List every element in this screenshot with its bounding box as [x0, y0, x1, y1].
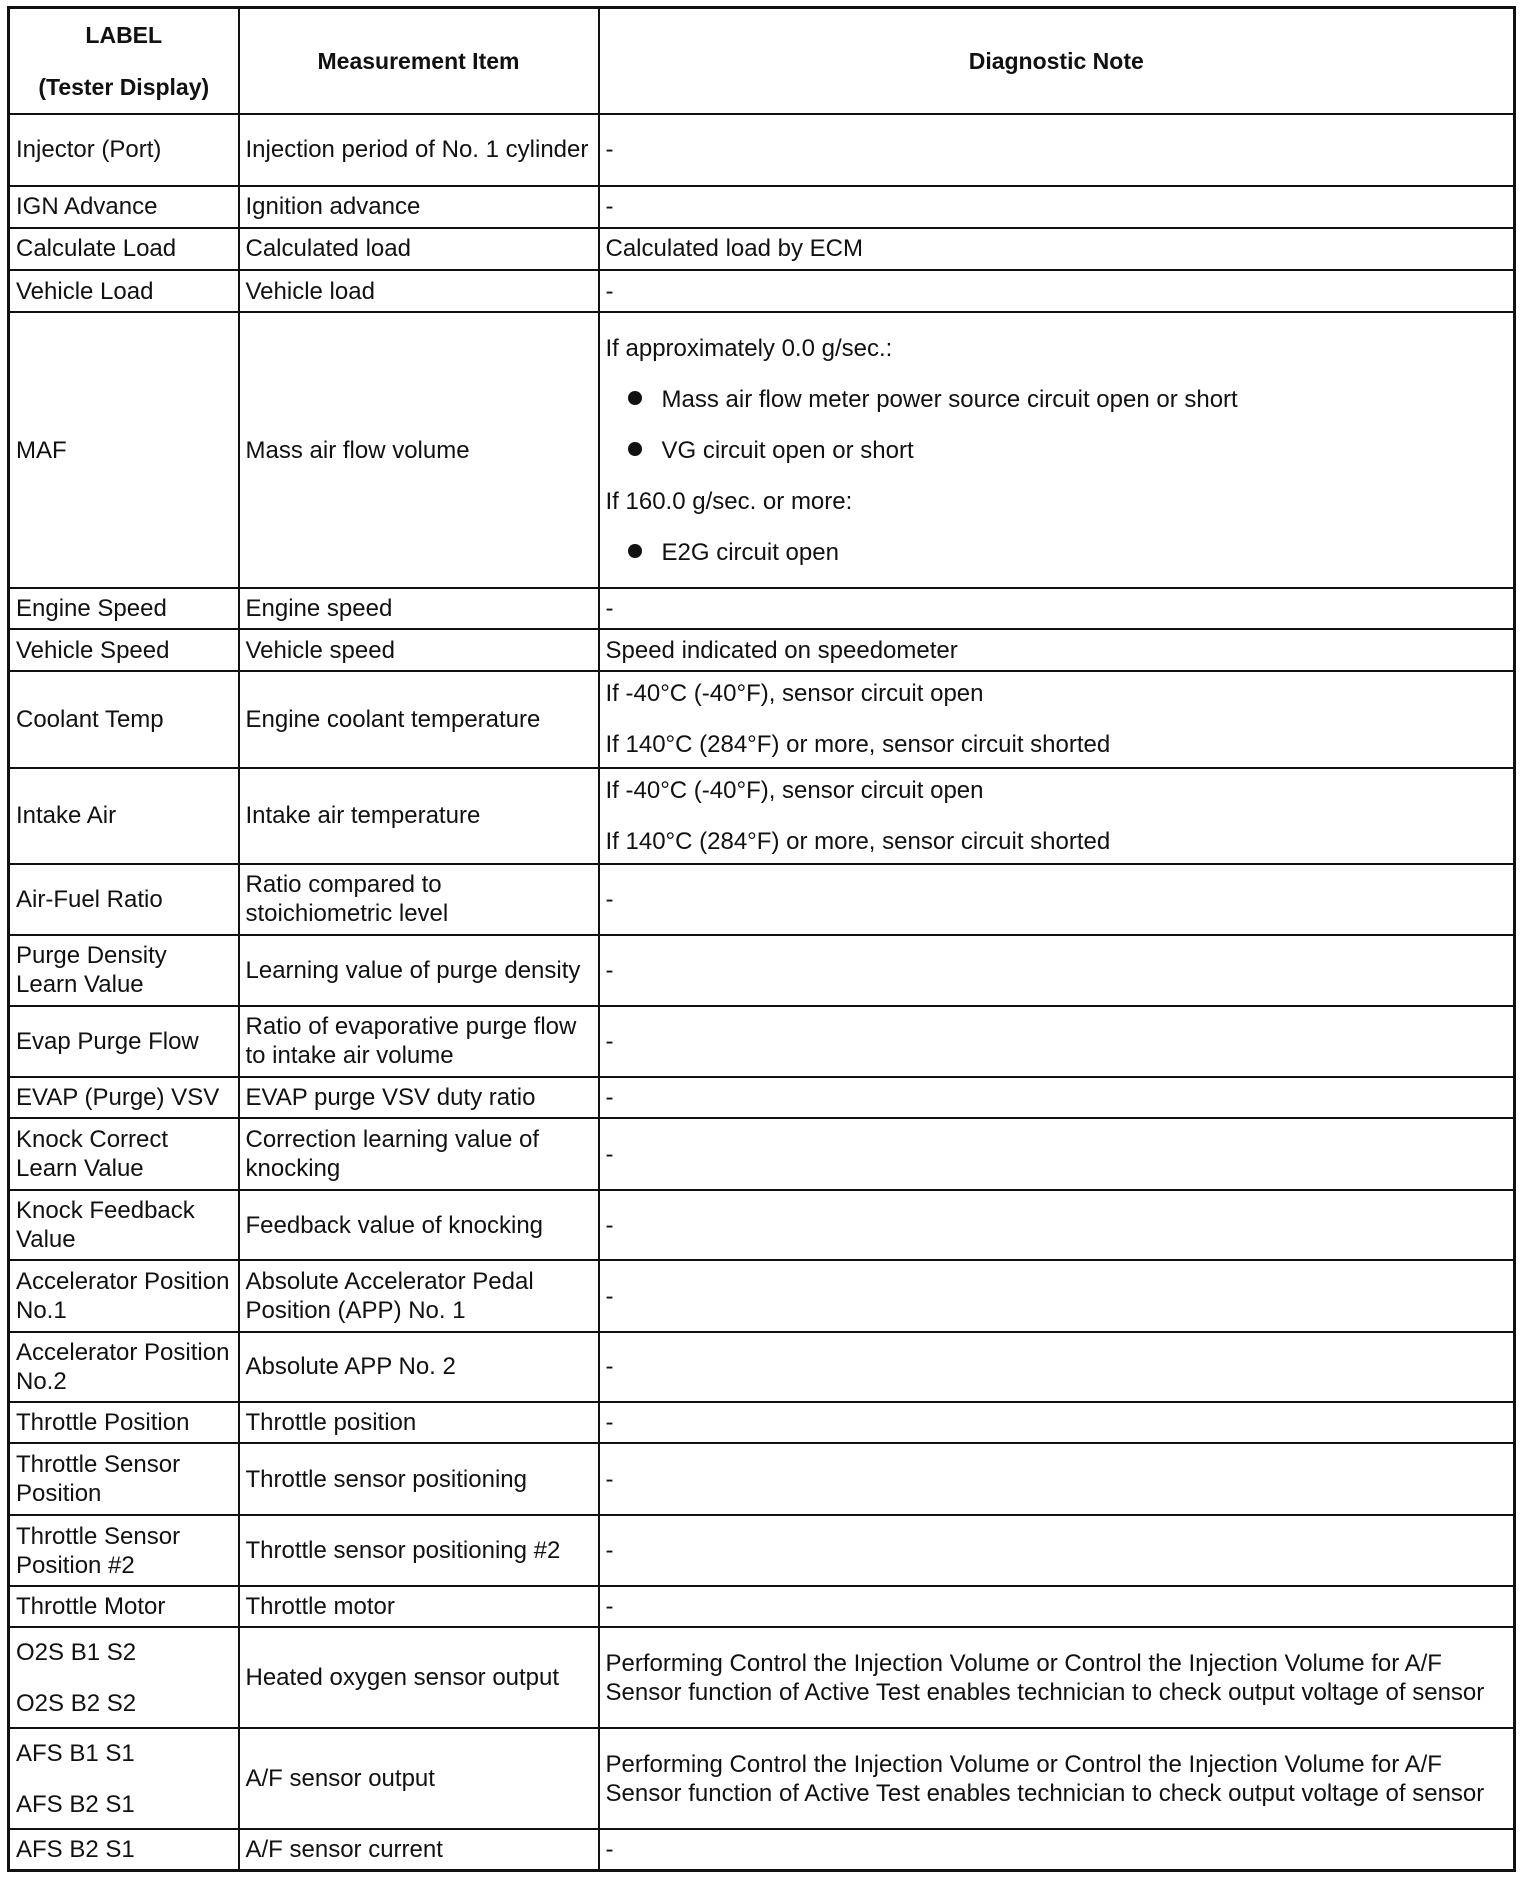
- table-row: [9, 864, 1515, 936]
- table-row: [9, 114, 1515, 186]
- header-row: [9, 8, 1515, 115]
- measurement-cell: Calculated load: [239, 228, 599, 270]
- diagnostic-note-cell: -: [599, 1443, 1515, 1515]
- label-line: AFS B1 S1: [16, 1739, 135, 1767]
- measurement-cell: Throttle motor: [239, 1586, 599, 1627]
- label-cell: Vehicle Speed: [9, 629, 239, 671]
- measurement-cell: Vehicle speed: [239, 629, 599, 671]
- note-line: [606, 827, 1508, 856]
- diagnostic-note-cell: -: [599, 1118, 1515, 1190]
- measurement-cell: Heated oxygen sensor output: [239, 1627, 599, 1728]
- label-cell: Intake Air: [9, 768, 239, 864]
- note-line: [606, 679, 1508, 708]
- measurement-cell: Throttle sensor positioning #2: [239, 1515, 599, 1587]
- label-cell: Evap Purge Flow: [9, 1006, 239, 1078]
- diagnostic-note-cell: -: [599, 1006, 1515, 1078]
- diagnostic-note-cell: Speed indicated on speedometer: [599, 629, 1515, 671]
- note-text: If -40°C (-40°F), sensor circuit open: [605, 776, 984, 804]
- measurement-cell: Injection period of No. 1 cylinder: [239, 114, 599, 186]
- diagnostic-note-cell: -: [599, 864, 1515, 936]
- table-row: [9, 1515, 1515, 1587]
- label-line: O2S B2 S2: [16, 1689, 137, 1717]
- note-line: [606, 776, 1508, 805]
- label-cell: Engine Speed: [9, 588, 239, 629]
- table-row: [9, 588, 1515, 629]
- note-text: If 140°C (284°F) or more, sensor circuit shorted: [605, 827, 1111, 855]
- table-row: [9, 1077, 1515, 1118]
- measurement-cell: Correction learning value of knocking: [239, 1118, 599, 1190]
- diagnostic-note-cell: -: [599, 1260, 1515, 1332]
- label-cell: Accelerator Position No.1: [9, 1260, 239, 1332]
- diagnostic-note-cell: -: [599, 1515, 1515, 1587]
- bullet-item: [606, 538, 1508, 567]
- measurement-cell: Engine speed: [239, 588, 599, 629]
- measurement-cell: Vehicle load: [239, 270, 599, 312]
- label-cell: Throttle Motor: [9, 1586, 239, 1627]
- label-cell: IGN Advance: [9, 186, 239, 228]
- bullet-dot-icon: [628, 544, 642, 558]
- diagnostic-note-cell: -: [599, 114, 1515, 186]
- diagnostic-note-cell: -: [599, 186, 1515, 228]
- header-label: [9, 8, 239, 115]
- table-row: [9, 1829, 1515, 1870]
- label-cell: MAF: [9, 312, 239, 588]
- note-line: [606, 730, 1508, 759]
- measurement-cell: A/F sensor output: [239, 1728, 599, 1829]
- label-cell: Throttle Sensor Position #2: [9, 1515, 239, 1587]
- bullet-item: [606, 385, 1508, 414]
- measurement-cell: Intake air temperature: [239, 768, 599, 864]
- bullet-dot-icon: [628, 442, 642, 456]
- note-line: [606, 487, 1508, 516]
- header-label-line2: (Tester Display): [38, 74, 210, 100]
- note-text: If -40°C (-40°F), sensor circuit open: [605, 680, 984, 708]
- table-row: [9, 1006, 1515, 1078]
- measurement-cell: Mass air flow volume: [239, 312, 599, 588]
- diagnostic-note-cell: -: [599, 1586, 1515, 1627]
- note-text: VG circuit open or short: [661, 436, 914, 464]
- bullet-item: [606, 436, 1508, 465]
- table-row: [9, 312, 1515, 588]
- diagnostic-note-cell: -: [599, 270, 1515, 312]
- label-cell: Throttle Sensor Position: [9, 1443, 239, 1515]
- diagnostic-note-cell: -: [599, 935, 1515, 1005]
- table-row: [9, 935, 1515, 1005]
- label-cell: Knock Feedback Value: [9, 1190, 239, 1260]
- label-line: AFS B2 S1: [16, 1790, 135, 1818]
- diagnostic-note-cell: Performing Control the Injection Volume or Control the Injection Volume for A/F Sensor function of Active Test enables technician to check output voltage of sensor: [599, 1728, 1515, 1829]
- measurement-cell: Engine coolant temperature: [239, 671, 599, 767]
- label-cell: Accelerator Position No.2: [9, 1332, 239, 1402]
- label-cell: Calculate Load: [9, 228, 239, 270]
- diagnostic-note-cell: Performing Control the Injection Volume or Control the Injection Volume for A/F Sensor function of Active Test enables technician to check output voltage of sensor: [599, 1627, 1515, 1728]
- label-cell: Vehicle Load: [9, 270, 239, 312]
- table-row: [9, 1443, 1515, 1515]
- label-cell: EVAP (Purge) VSV: [9, 1077, 239, 1118]
- note-line: [606, 334, 1508, 363]
- measurement-cell: A/F sensor current: [239, 1829, 599, 1870]
- table-row: [9, 1190, 1515, 1260]
- table-row: [9, 186, 1515, 228]
- table-row: [9, 1402, 1515, 1443]
- table-row: [9, 1118, 1515, 1190]
- table-row: [9, 1260, 1515, 1332]
- table-row: [9, 228, 1515, 270]
- measurement-cell: Ignition advance: [239, 186, 599, 228]
- label-cell: Knock Correct Learn Value: [9, 1118, 239, 1190]
- measurement-cell: Absolute Accelerator Pedal Position (APP) No. 1: [239, 1260, 599, 1332]
- measurement-cell: Throttle sensor positioning: [239, 1443, 599, 1515]
- measurement-cell: EVAP purge VSV duty ratio: [239, 1077, 599, 1118]
- note-text: If approximately 0.0 g/sec.:: [605, 334, 893, 362]
- diagnostic-note-cell: -: [599, 588, 1515, 629]
- data-list-table: [7, 6, 1516, 1872]
- measurement-cell: Ratio compared to stoichiometric level: [239, 864, 599, 936]
- table-row: [9, 1728, 1515, 1829]
- label-cell: Coolant Temp: [9, 671, 239, 767]
- table-row: [9, 768, 1515, 864]
- label-cell: Injector (Port): [9, 114, 239, 186]
- bullet-dot-icon: [628, 391, 642, 405]
- diagnostic-note-cell: Calculated load by ECM: [599, 228, 1515, 270]
- table-row: [9, 629, 1515, 671]
- note-text: Mass air flow meter power source circuit open or short: [661, 385, 1238, 413]
- label-cell: Purge Density Learn Value: [9, 935, 239, 1005]
- label-line: O2S B1 S2: [16, 1638, 137, 1666]
- label-cell: [9, 1627, 239, 1728]
- label-cell: [9, 1728, 239, 1829]
- measurement-cell: Learning value of purge density: [239, 935, 599, 1005]
- table-row: [9, 671, 1515, 767]
- label-cell: Throttle Position: [9, 1402, 239, 1443]
- diagnostic-note-cell: [599, 312, 1515, 588]
- diagnostic-note-cell: [599, 671, 1515, 767]
- label-cell: AFS B2 S1: [9, 1829, 239, 1870]
- note-text: If 160.0 g/sec. or more:: [605, 487, 853, 515]
- table-row: [9, 1332, 1515, 1402]
- diagnostic-note-cell: -: [599, 1332, 1515, 1402]
- label-cell: Air-Fuel Ratio: [9, 864, 239, 936]
- table-row: [9, 1627, 1515, 1728]
- measurement-cell: Absolute APP No. 2: [239, 1332, 599, 1402]
- diagnostic-note-cell: [599, 768, 1515, 864]
- header-diagnostic-note: Diagnostic Note: [599, 8, 1515, 115]
- table-row: [9, 270, 1515, 312]
- diagnostic-note-cell: -: [599, 1829, 1515, 1870]
- measurement-cell: Feedback value of knocking: [239, 1190, 599, 1260]
- note-text: If 140°C (284°F) or more, sensor circuit shorted: [605, 731, 1111, 759]
- diagnostic-note-cell: -: [599, 1077, 1515, 1118]
- header-label-line1: LABEL: [85, 22, 163, 48]
- note-text: E2G circuit open: [661, 538, 839, 566]
- header-measurement: Measurement Item: [239, 8, 599, 115]
- diagnostic-note-cell: -: [599, 1190, 1515, 1260]
- measurement-cell: Ratio of evaporative purge flow to intake air volume: [239, 1006, 599, 1078]
- diagnostic-note-cell: -: [599, 1402, 1515, 1443]
- measurement-cell: Throttle position: [239, 1402, 599, 1443]
- table-row: [9, 1586, 1515, 1627]
